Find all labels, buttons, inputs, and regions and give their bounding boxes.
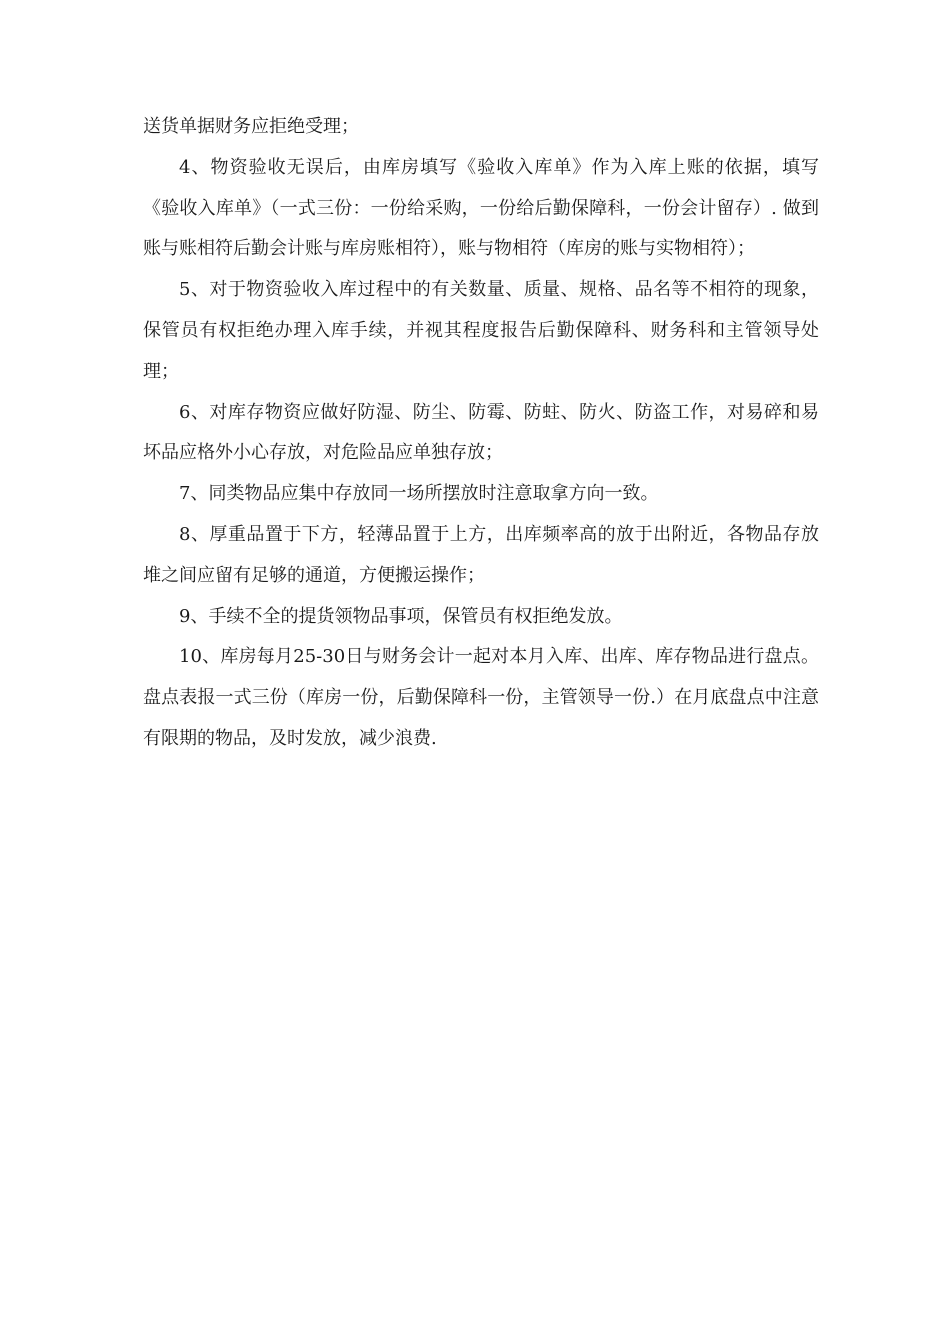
paragraph-item-6: 6、对库存物资应做好防湿、防尘、防霉、防蛀、防火、防盗工作，对易碎和易坏品应格外小心存放，对危险品应单独存放； xyxy=(143,401,819,464)
document-body xyxy=(143,107,819,760)
paragraph-item-4: 4、物资验收无误后，由库房填写《验收入库单》作为入库上账的依据，填写《验收入库单》（一式三份：一份给采购，一份给后勤保障科，一份会计留存）. 做到账与账相符后勤会计账与库房账相符），账与物相符（库房的账与实物相符）； xyxy=(143,156,819,260)
paragraph-item-10: 10、库房每月25-30日与财务会计一起对本月入库、出库、库存物品进行盘点。盘点表报一式三份（库房一份，后勤保障科一份，主管领导一份.）在月底盘点中注意有限期的物品，及时发放，减少浪费. xyxy=(143,646,819,749)
paragraph-item-5: 5、对于物资验收入库过程中的有关数量、质量、规格、品名等不相符的现象，保管员有权拒绝办理入库手续，并视其程度报告后勤保障科、财务科和主管领导处理； xyxy=(143,279,819,382)
paragraph-item-8: 8、厚重品置于下方，轻薄品置于上方，出库频率高的放于出附近，各物品存放堆之间应留有足够的通道，方便搬运操作； xyxy=(143,523,819,586)
paragraph-item-9: 9、手续不全的提货领物品事项，保管员有权拒绝发放。 xyxy=(179,605,623,627)
paragraph-continuation: 送货单据财务应拒绝受理； xyxy=(143,116,359,137)
paragraph-item-7: 7、同类物品应集中存放同一场所摆放时注意取拿方向一致。 xyxy=(179,483,659,505)
